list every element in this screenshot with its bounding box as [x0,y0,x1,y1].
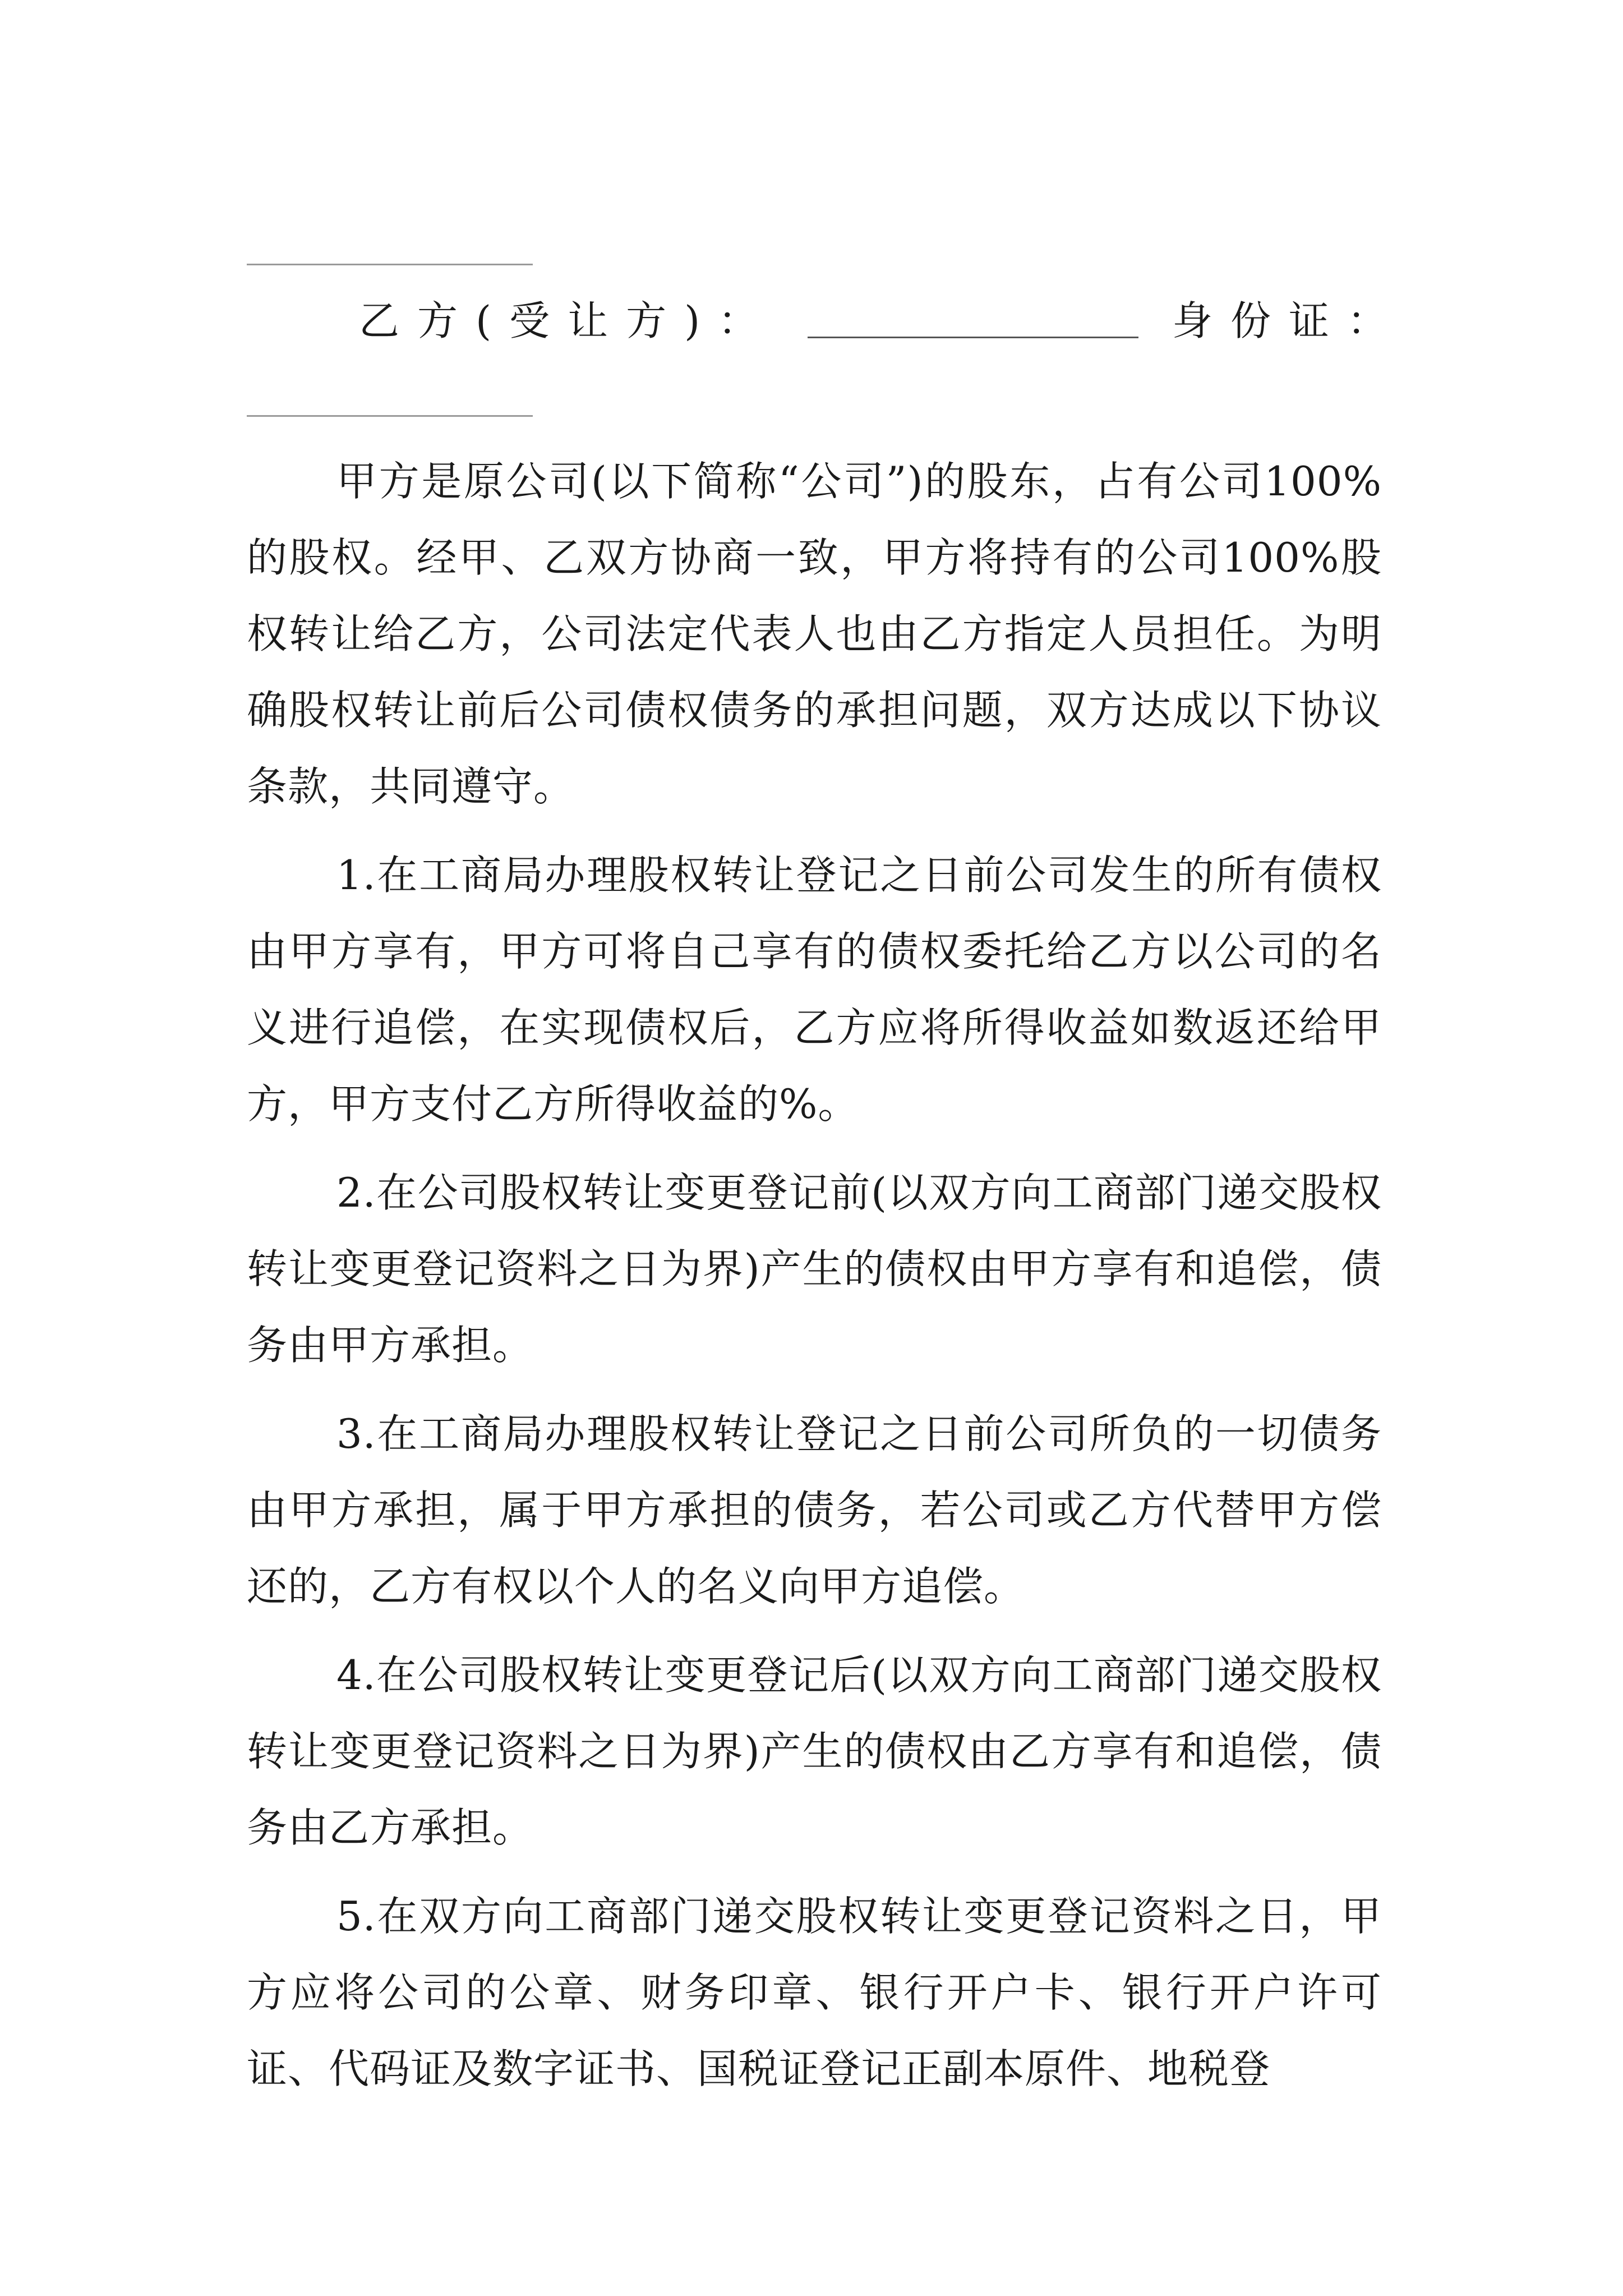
intro-paragraph: 甲方是原公司(以下简称“公司”)的股东，占有公司100%的股权。经甲、乙双方协商一致，甲方将持有的公司100%股权转让给乙方，公司法定代表人也由乙方指定人员担任。为明确股权转让前后公司债权债务的承担问题，双方达成以下协议条款，共同遵守。 [247,458,1382,810]
party-b-label: 乙方(受让方)： [359,297,777,344]
clause-3: 3.在工商局办理股权转让登记之日前公司所负的一切债务由甲方承担，属于甲方承担的债务，若公司或乙方代替甲方偿还的，乙方有权以个人的名义向甲方追偿。 [247,1410,1382,1610]
clause-4: 4.在公司股权转让变更登记后(以双方向工商部门递交股权转让变更登记资料之日为界)产生的债权由乙方享有和追偿，债务由乙方承担。 [247,1651,1382,1851]
clause-5: 5.在双方向工商部门递交股权转让变更登记资料之日，甲方应将公司的公章、财务印章、银行开户卡、银行开户许可证、代码证及数字证书、国税证登记正副本原件、地税登 [247,1893,1382,2092]
agreement-body [247,443,1382,2119]
clause-1: 1.在工商局办理股权转让登记之日前公司发生的所有债权由甲方享有，甲方可将自己享有的债权委托给乙方以公司的名义进行追偿，在实现债权后，乙方应将所得收益如数返还给甲方，甲方支付乙方所得收益的%。 [247,852,1382,1128]
party-b-name-blank [808,337,1138,338]
id-card-label: 身份证： [1172,297,1406,344]
id-card-blank [247,415,533,417]
clause-2: 2.在公司股权转让变更登记前(以双方向工商部门递交股权转让变更登记资料之日为界)产生的债权由甲方享有和追偿，债务由甲方承担。 [247,1169,1382,1369]
party-b-line [247,293,1406,349]
top-divider [247,264,533,265]
